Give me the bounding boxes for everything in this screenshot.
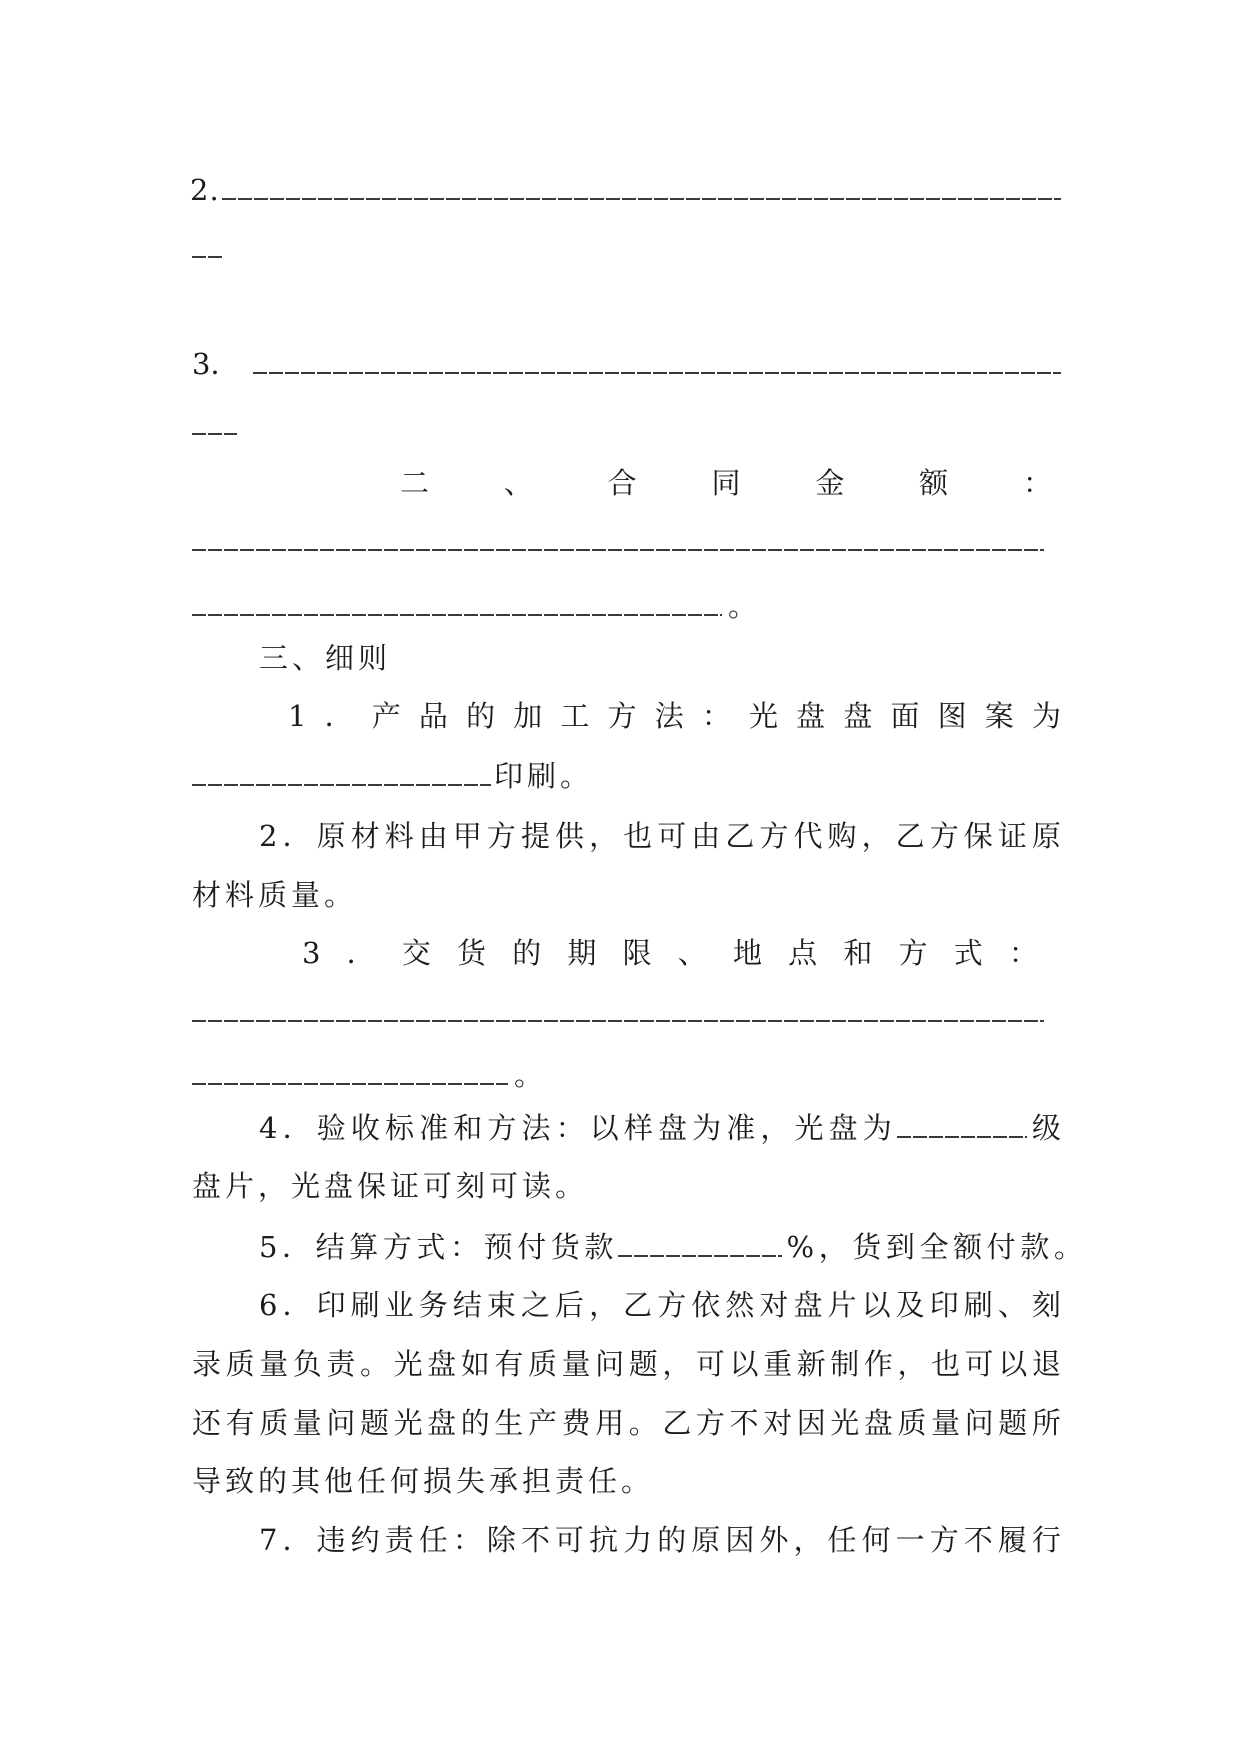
glyph: 方 xyxy=(486,819,516,853)
glyph: 准 xyxy=(419,1111,449,1145)
glyph: 材 xyxy=(350,819,380,853)
glyph: 盘 xyxy=(427,1406,457,1440)
fill-in-blank xyxy=(192,614,722,616)
glyph: 二 xyxy=(400,466,430,500)
glyph: 可 xyxy=(695,1347,725,1381)
glyph: 以 xyxy=(589,1111,619,1145)
clause-2-continuation: 材料质量。 xyxy=(192,878,358,912)
clause-6-line-1 xyxy=(259,1285,1061,1325)
glyph: ， xyxy=(793,1523,823,1557)
glyph: 光 xyxy=(393,1347,423,1381)
glyph: 以 xyxy=(729,1347,759,1381)
glyph: 限 xyxy=(622,936,652,970)
glyph: 以 xyxy=(998,1347,1028,1381)
glyph: 印 xyxy=(316,1288,346,1322)
glyph: 结 xyxy=(315,1230,345,1264)
glyph: 式 xyxy=(416,1230,446,1264)
details-heading: 三、细则 xyxy=(259,641,392,675)
fill-in-blank-continuation xyxy=(192,433,237,435)
glyph: 不 xyxy=(520,1523,550,1557)
glyph: 式 xyxy=(953,936,983,970)
glyph: 和 xyxy=(843,936,873,970)
glyph: ： xyxy=(555,1111,585,1145)
glyph: 额 xyxy=(953,1230,983,1264)
glyph: 质 xyxy=(259,1406,289,1440)
glyph: 供 xyxy=(555,819,585,853)
glyph: 盘 xyxy=(843,699,873,733)
glyph: 所 xyxy=(1031,1406,1061,1440)
glyph: ． xyxy=(282,1523,312,1557)
glyph: ， xyxy=(897,1347,927,1381)
glyph: 地 xyxy=(732,936,762,970)
glyph: 的 xyxy=(466,699,496,733)
clause-5 xyxy=(259,1227,1083,1267)
glyph: 及 xyxy=(895,1288,925,1322)
glyph: 约 xyxy=(350,1523,380,1557)
glyph: 准 xyxy=(726,1111,756,1145)
glyph: 由 xyxy=(418,819,448,853)
glyph: 验 xyxy=(316,1111,346,1145)
glyph: 提 xyxy=(520,819,550,853)
glyph: 方 xyxy=(657,1288,687,1322)
glyph: ， xyxy=(861,819,891,853)
glyph: 方 xyxy=(607,699,637,733)
glyph: 方 xyxy=(382,1230,412,1264)
glyph: 方 xyxy=(929,1523,959,1557)
glyph: 同 xyxy=(711,466,741,500)
glyph: ， xyxy=(589,819,619,853)
glyph: 产 xyxy=(527,1406,557,1440)
glyph: 加 xyxy=(513,699,543,733)
glyph: 题 xyxy=(359,1406,389,1440)
glyph: ： xyxy=(452,1523,482,1557)
glyph: ， xyxy=(760,1111,790,1145)
glyph: 光 xyxy=(393,1406,423,1440)
glyph: 保 xyxy=(963,819,993,853)
glyph: 片 xyxy=(827,1288,857,1322)
glyph: 合 xyxy=(607,466,637,500)
glyph: 束 xyxy=(486,1288,516,1322)
glyph: 问 xyxy=(326,1406,356,1440)
glyph: 问 xyxy=(595,1347,625,1381)
glyph: 交 xyxy=(401,936,431,970)
end-punctuation: 。 xyxy=(728,589,758,623)
clause-text: 印刷。 xyxy=(494,759,594,793)
glyph: 质 xyxy=(527,1347,557,1381)
glyph: 盘 xyxy=(796,699,826,733)
glyph: 不 xyxy=(963,1523,993,1557)
glyph: 还 xyxy=(192,1406,222,1440)
glyph: 一 xyxy=(895,1523,925,1557)
glyph: 1 xyxy=(288,699,307,733)
glyph: 可 xyxy=(555,1523,585,1557)
glyph: 金 xyxy=(815,466,845,500)
list-item-number: 2. xyxy=(190,173,220,207)
glyph: 也 xyxy=(931,1347,961,1381)
clause-4 xyxy=(259,1108,1061,1148)
glyph: 刻 xyxy=(1031,1288,1061,1322)
end-punctuation: 。 xyxy=(514,1058,544,1092)
glyph: 由 xyxy=(691,819,721,853)
glyph: 除 xyxy=(486,1523,516,1557)
glyph: ： xyxy=(450,1230,480,1264)
list-item-number: 3． xyxy=(192,347,240,381)
glyph: 货 xyxy=(550,1230,580,1264)
glyph: 点 xyxy=(788,936,818,970)
glyph: ， xyxy=(589,1288,619,1322)
glyph: 产 xyxy=(371,699,401,733)
glyph: 货 xyxy=(852,1230,882,1264)
glyph: 违 xyxy=(316,1523,346,1557)
glyph: 然 xyxy=(725,1288,755,1322)
glyph: 标 xyxy=(384,1111,414,1145)
glyph: ． xyxy=(324,699,354,733)
list-item-2 xyxy=(190,170,1061,210)
glyph: 期 xyxy=(567,936,597,970)
glyph: 也 xyxy=(623,819,653,853)
clause-6-line-4: 导致的其他任何损失承担责任。 xyxy=(192,1464,655,1498)
glyph: 方 xyxy=(695,1406,725,1440)
glyph: 生 xyxy=(494,1406,524,1440)
glyph: 为 xyxy=(692,1111,722,1145)
glyph: 质 xyxy=(225,1347,255,1381)
glyph: 算 xyxy=(349,1230,379,1264)
glyph: 量 xyxy=(561,1347,591,1381)
glyph: 以 xyxy=(861,1288,891,1322)
glyph: 4 xyxy=(259,1111,278,1145)
glyph: 盘 xyxy=(863,1406,893,1440)
glyph: 款 xyxy=(1020,1230,1050,1264)
glyph: 刷 xyxy=(350,1288,380,1322)
glyph: 级 xyxy=(1031,1111,1061,1145)
glyph: 款 xyxy=(584,1230,614,1264)
glyph: 对 xyxy=(759,1288,789,1322)
glyph: 乙 xyxy=(623,1288,653,1322)
glyph: ， xyxy=(818,1230,848,1264)
glyph: 外 xyxy=(759,1523,789,1557)
fill-in-blank xyxy=(222,198,1061,200)
glyph: % xyxy=(786,1230,815,1264)
glyph: 可 xyxy=(964,1347,994,1381)
glyph: 作 xyxy=(863,1347,893,1381)
glyph: 的 xyxy=(460,1406,490,1440)
glyph: 质 xyxy=(897,1406,927,1440)
glyph: ． xyxy=(282,1111,312,1145)
glyph: 法 xyxy=(654,699,684,733)
glyph: ， xyxy=(662,1347,692,1381)
glyph: 付 xyxy=(517,1230,547,1264)
glyph: 抗 xyxy=(589,1523,619,1557)
glyph: 之 xyxy=(520,1288,550,1322)
glyph: 依 xyxy=(691,1288,721,1322)
glyph: 责 xyxy=(384,1523,414,1557)
fill-in-blank xyxy=(192,784,491,786)
fill-in-blank xyxy=(192,1083,508,1085)
glyph: 量 xyxy=(931,1406,961,1440)
glyph: 问 xyxy=(964,1406,994,1440)
clause-2 xyxy=(259,816,1061,856)
glyph: 付 xyxy=(986,1230,1016,1264)
glyph: 代 xyxy=(793,819,823,853)
glyph: ． xyxy=(282,1288,312,1322)
glyph: 。 xyxy=(628,1406,658,1440)
glyph: 履 xyxy=(997,1523,1027,1557)
fill-in-blank-continuation xyxy=(192,256,223,258)
glyph: 购 xyxy=(827,819,857,853)
glyph: 原 xyxy=(1031,819,1061,853)
glyph: 、 xyxy=(997,1288,1027,1322)
glyph: 乙 xyxy=(725,819,755,853)
glyph: 光 xyxy=(794,1111,824,1145)
glyph: 为 xyxy=(1031,699,1061,733)
glyph: 印 xyxy=(929,1288,959,1322)
glyph: 业 xyxy=(384,1288,414,1322)
glyph: 费 xyxy=(561,1406,591,1440)
glyph: 盘 xyxy=(793,1288,823,1322)
glyph: 光 xyxy=(830,1406,860,1440)
glyph: ： xyxy=(701,699,731,733)
glyph: 乙 xyxy=(895,819,925,853)
glyph: 原 xyxy=(691,1523,721,1557)
glyph: 甲 xyxy=(452,819,482,853)
glyph: 后 xyxy=(555,1288,585,1322)
glyph: 行 xyxy=(1031,1523,1061,1557)
glyph: 因 xyxy=(725,1523,755,1557)
glyph: 的 xyxy=(657,1523,687,1557)
glyph: 品 xyxy=(418,699,448,733)
glyph: 到 xyxy=(885,1230,915,1264)
glyph: 责 xyxy=(326,1347,356,1381)
glyph: 样 xyxy=(623,1111,653,1145)
contract-amount-heading xyxy=(400,463,1052,503)
glyph: ． xyxy=(282,1230,312,1264)
fill-in-blank xyxy=(192,1020,1044,1022)
glyph: 2 xyxy=(259,819,278,853)
clause-1-continuation xyxy=(192,756,593,796)
clause-3-blank-line xyxy=(192,1055,543,1095)
glyph: 量 xyxy=(259,1347,289,1381)
glyph: 法 xyxy=(521,1111,551,1145)
clause-4-continuation: 盘片，光盘保证可刻可读。 xyxy=(192,1169,589,1203)
glyph: 原 xyxy=(316,819,346,853)
glyph: 。 xyxy=(1053,1230,1083,1264)
glyph: 题 xyxy=(998,1406,1028,1440)
glyph: 光 xyxy=(749,699,779,733)
glyph: 用 xyxy=(595,1406,625,1440)
glyph: 题 xyxy=(628,1347,658,1381)
glyph: 预 xyxy=(483,1230,513,1264)
glyph: 、 xyxy=(677,936,707,970)
glyph: 不 xyxy=(729,1406,759,1440)
glyph: ． xyxy=(282,819,312,853)
glyph: 。 xyxy=(359,1347,389,1381)
fill-in-blank xyxy=(253,372,1061,374)
glyph: 制 xyxy=(830,1347,860,1381)
glyph: ． xyxy=(346,936,376,970)
list-item-3 xyxy=(192,344,1061,384)
glyph: 负 xyxy=(292,1347,322,1381)
glyph: 额 xyxy=(919,466,949,500)
glyph: 工 xyxy=(560,699,590,733)
glyph: 何 xyxy=(861,1523,891,1557)
glyph: 退 xyxy=(1031,1347,1061,1381)
contract-amount-blank-line xyxy=(192,586,757,626)
glyph: 新 xyxy=(796,1347,826,1381)
glyph: 证 xyxy=(997,819,1027,853)
glyph: 收 xyxy=(350,1111,380,1145)
glyph: 料 xyxy=(384,819,414,853)
glyph: 、 xyxy=(503,466,533,500)
glyph: 录 xyxy=(192,1347,222,1381)
clause-7 xyxy=(259,1520,1061,1560)
glyph: 和 xyxy=(453,1111,483,1145)
glyph: ： xyxy=(1008,936,1038,970)
glyph: 面 xyxy=(890,699,920,733)
glyph: 盘 xyxy=(657,1111,687,1145)
glyph: 盘 xyxy=(427,1347,457,1381)
glyph: 盘 xyxy=(828,1111,858,1145)
fill-in-blank xyxy=(192,549,1044,551)
glyph: 7 xyxy=(259,1523,278,1557)
clause-6-line-3 xyxy=(192,1403,1061,1443)
glyph: 为 xyxy=(862,1111,892,1145)
glyph: 全 xyxy=(919,1230,949,1264)
glyph: 量 xyxy=(292,1406,322,1440)
glyph: 方 xyxy=(898,936,928,970)
glyph: 力 xyxy=(623,1523,653,1557)
fill-in-blank xyxy=(897,1136,1027,1138)
glyph: 图 xyxy=(937,699,967,733)
clause-1 xyxy=(288,696,1061,736)
glyph: 乙 xyxy=(662,1406,692,1440)
glyph: 结 xyxy=(452,1288,482,1322)
glyph: 刷 xyxy=(963,1288,993,1322)
glyph: ： xyxy=(1022,466,1052,500)
fill-in-blank xyxy=(618,1255,782,1257)
glyph: 因 xyxy=(796,1406,826,1440)
glyph: 如 xyxy=(460,1347,490,1381)
glyph: 方 xyxy=(929,819,959,853)
glyph: 方 xyxy=(487,1111,517,1145)
glyph: 货 xyxy=(457,936,487,970)
glyph: 任 xyxy=(418,1523,448,1557)
glyph: 可 xyxy=(657,819,687,853)
clause-6-line-2 xyxy=(192,1344,1061,1384)
glyph: 3 xyxy=(302,936,321,970)
glyph: 的 xyxy=(512,936,542,970)
glyph: 有 xyxy=(225,1406,255,1440)
glyph: 任 xyxy=(827,1523,857,1557)
glyph: 重 xyxy=(763,1347,793,1381)
glyph: 5 xyxy=(259,1230,278,1264)
clause-3 xyxy=(302,933,1038,973)
glyph: 务 xyxy=(418,1288,448,1322)
glyph: 对 xyxy=(763,1406,793,1440)
glyph: 方 xyxy=(759,819,789,853)
glyph: 案 xyxy=(984,699,1014,733)
glyph: 6 xyxy=(259,1288,278,1322)
glyph: 有 xyxy=(494,1347,524,1381)
